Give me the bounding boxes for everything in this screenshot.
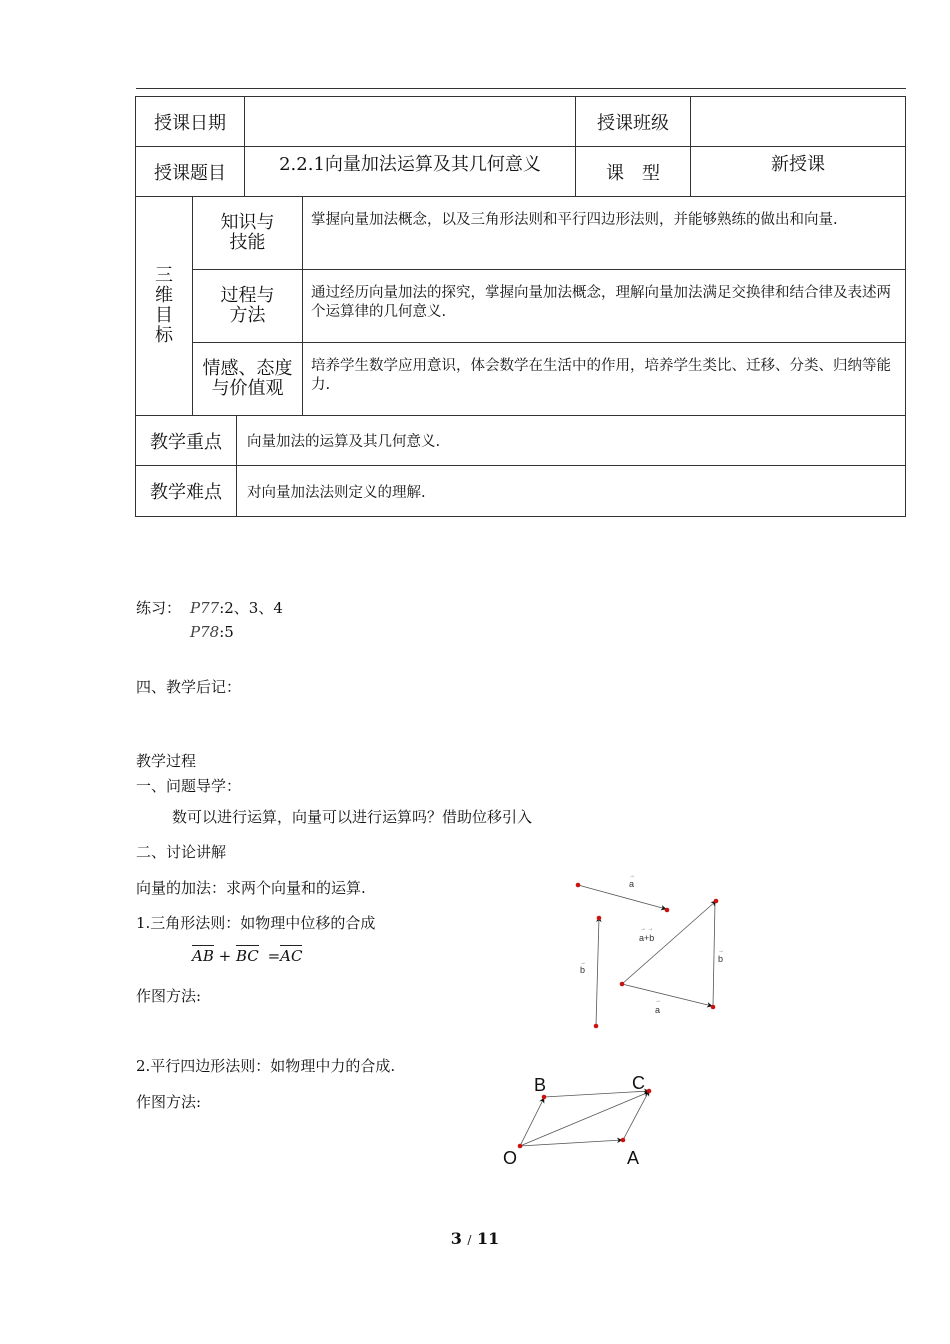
exercise-items: :5 [219, 623, 234, 641]
vector-formula [192, 945, 302, 965]
label-a-top: a [629, 879, 635, 889]
postscript-heading: 四、教学后记： [136, 678, 242, 696]
date-value [244, 96, 576, 147]
class-value [690, 96, 906, 147]
vector-a-tri [622, 984, 712, 1006]
point [576, 883, 581, 888]
edge-ac [623, 1091, 649, 1140]
current-page: 3 [450, 1229, 462, 1248]
exercise-ref: P77 [190, 599, 220, 617]
exercise-items: :2、3、4 [219, 599, 283, 617]
point [665, 908, 670, 913]
three-goals-label [135, 196, 193, 416]
addition-definition: 向量的加法：求两个向量和的运算. [136, 879, 366, 897]
goals-label-char: 维 [155, 285, 173, 306]
class-label: 授课班级 [575, 96, 691, 147]
goal-knowledge-text: 掌握向量加法概念，以及三角形法则和平行四边形法则，并能够熟练的做出和向量. [302, 196, 906, 270]
section-2-heading: 二、讨论讲解 [136, 843, 227, 861]
label-b-left: b [580, 965, 586, 975]
section-1-heading: 一、问题导学： [136, 777, 242, 795]
vector-a-free [578, 885, 666, 909]
triangle-rule-figure [560, 860, 750, 1040]
difficulty-text: 对向量加法法则定义的理解. [236, 465, 906, 517]
arrow-glyph: → [629, 873, 635, 879]
header-rule [136, 88, 906, 89]
method-2-label: 作图方法: [136, 1093, 202, 1111]
arrow-glyph: → → [640, 926, 654, 932]
vector-oc [520, 1092, 649, 1146]
point-o [518, 1144, 523, 1149]
page-number [0, 1229, 950, 1248]
vector-ab: AB [192, 947, 214, 965]
goal-process-label [192, 269, 303, 343]
date-label: 授课日期 [135, 96, 245, 147]
key-point-text: 向量加法的运算及其几何意义. [236, 415, 906, 466]
process-title: 教学过程 [136, 752, 197, 770]
goal-label-line: 方法 [229, 305, 266, 326]
triangle-rule: 1.三角形法则：如物理中位移的合成 [136, 914, 376, 932]
label-o: O [503, 1148, 518, 1168]
vector-oa [520, 1140, 622, 1146]
type-label: 课 型 [575, 146, 691, 197]
label-sum: a+b [639, 933, 655, 943]
point [714, 899, 719, 904]
parallelogram-rule-figure [495, 1068, 675, 1178]
difficulty-label: 教学难点 [135, 465, 237, 517]
arrow-glyph: → [655, 998, 661, 1004]
exercise-line-2 [190, 623, 234, 641]
goals-label-char: 三 [155, 265, 173, 286]
exercise-line-1 [190, 597, 283, 618]
type-value: 新授课 [690, 146, 906, 197]
label-a-bottom: a [655, 1005, 661, 1015]
label-b-right: b [718, 954, 724, 964]
vector-ob [520, 1098, 544, 1146]
arrow-glyph: → [580, 960, 586, 966]
topic-label: 授课题目 [135, 146, 245, 197]
goal-knowledge-label [192, 196, 303, 270]
point-a [621, 1138, 626, 1143]
vector-b-free [596, 917, 599, 1026]
equals-sign: = [267, 947, 281, 965]
exercise-ref: P78 [190, 623, 220, 641]
total-pages: 11 [477, 1229, 500, 1248]
method-1-label: 作图方法: [136, 987, 202, 1005]
section-1-text: 数可以进行运算，向量可以进行运算吗？借助位移引入 [172, 808, 533, 826]
label-c: C [632, 1073, 645, 1093]
goal-label-line: 与价值观 [211, 378, 284, 399]
point-c [647, 1089, 652, 1094]
key-point-label: 教学重点 [135, 415, 237, 466]
point-b [542, 1095, 547, 1100]
arrow-glyph: → [718, 948, 724, 954]
page-separator: / [467, 1233, 472, 1247]
label-b: B [534, 1075, 547, 1095]
plus-sign: + [218, 947, 232, 965]
vector-sum [622, 901, 716, 984]
point [620, 982, 625, 987]
goal-attitude-text: 培养学生数学应用意识，体会数学在生活中的作用，培养学生类比、迁移、分类、归纳等能力. [302, 342, 906, 416]
goal-attitude-label [192, 342, 303, 416]
topic-value: 2.2.1向量加法运算及其几何意义 [244, 146, 576, 197]
point [597, 916, 602, 921]
goals-label-char: 目 [155, 305, 173, 326]
point [594, 1024, 599, 1029]
exercise-label: 练习： [136, 599, 182, 617]
vector-bc: BC [236, 947, 259, 965]
goal-label-line: 知识与 [220, 212, 275, 233]
point [711, 1005, 716, 1010]
goal-label-line: 情感、态度 [202, 358, 293, 379]
goal-label-line: 过程与 [220, 285, 275, 306]
goal-process-text: 通过经历向量加法的探究，掌握向量加法概念，理解向量加法满足交换律和结合律及表述两个运算律的几何意义. [302, 269, 906, 343]
vector-b-tri [713, 902, 715, 1006]
vector-ac: AC [280, 947, 303, 965]
goals-label-char: 标 [155, 325, 173, 346]
label-a: A [627, 1148, 640, 1168]
parallelogram-rule: 2.平行四边形法则：如物理中力的合成. [136, 1057, 396, 1075]
goal-label-line: 技能 [229, 232, 266, 253]
